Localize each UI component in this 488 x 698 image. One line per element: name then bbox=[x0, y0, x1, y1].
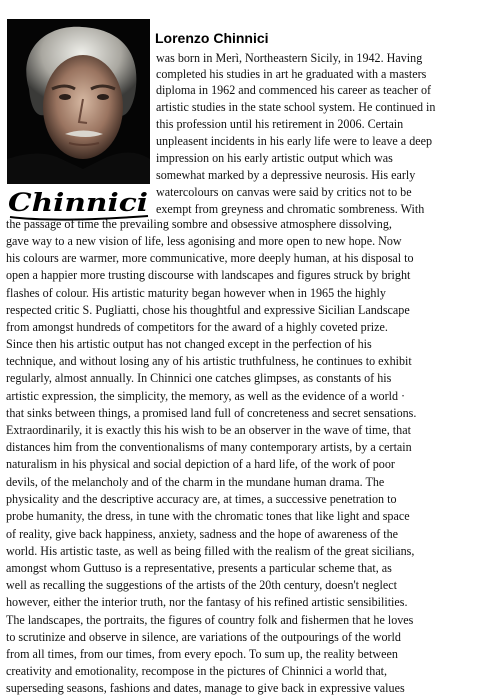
portrait-photo bbox=[7, 19, 150, 184]
biography-line: unpleasent incidents in his early life were to leave a deep bbox=[156, 134, 433, 148]
biography-line: regularly, almost annually. In Chinnici one catches glimpses, as constants of his bbox=[6, 371, 392, 385]
biography-line: flashes of colour. His artistic maturity began however when in 1965 the highly bbox=[6, 286, 386, 300]
biography-line: Since then his artistic output has not changed except in the perfection of his bbox=[6, 337, 372, 351]
biography-line: naturalism in his physical and social depiction of a hard life, of the work of poor bbox=[6, 457, 395, 471]
biography-line: well as recalling the suggestions of the artists of the 20th century, doesn't neglect bbox=[6, 578, 397, 592]
biography-line: the passage of time the prevailing sombre and obsessive atmosphere dissolving, bbox=[6, 217, 392, 231]
biography-line: respected critic S. Pugliatti, chose his thoughtful and expressive Sicilian Landscape bbox=[6, 303, 410, 317]
biography-line: world. His artistic taste, as well as being filled with the realism of the great sicilians, bbox=[6, 544, 415, 558]
biography-line: distances him from the conventionalisms of many contemporary artists, by a certain bbox=[6, 440, 412, 454]
biography-line: diploma in 1962 and commenced his career as teacher of bbox=[156, 83, 432, 97]
biography-line: superseding seasons, fashions and dates, manage to give back in expressive values bbox=[6, 681, 405, 695]
biography-line: gave way to a new vision of life, less agonising and more open to new hope. Now bbox=[6, 234, 402, 248]
biography-line: technique, and without losing any of his artistic truthfulness, he continues to exhibit bbox=[6, 354, 412, 368]
biography-line: Extraordinarily, it is exactly this his wish to be an observer in the wave of time, that bbox=[6, 423, 411, 437]
biography-line: impression on his early artistic output which was bbox=[156, 151, 393, 165]
biography-line: his colours are warmer, more communicative, more deeply human, at his disposal to bbox=[6, 251, 414, 265]
biography-line: to scrutinize and observe in silence, are variations of the outpourings of the world bbox=[6, 630, 401, 644]
author-name: Lorenzo Chinnici bbox=[155, 30, 269, 46]
biography-line: artistic expression, the simplicity, the memory, as well as the evidence of a world · bbox=[6, 389, 406, 403]
biography-line: this profession until his retirement in 2006. Certain bbox=[156, 117, 404, 131]
biography-line: amongst whom Guttuso is a representative, presents a particular scheme that, as bbox=[6, 561, 392, 575]
biography-line: physicality and the descriptive accuracy are, at times, a successive penetration to bbox=[6, 492, 397, 506]
biography-line: exempt from greyness and chromatic sombreness. With bbox=[156, 202, 425, 216]
biography-line: of reality, give back happiness, anxiety, sadness and the hope of awareness of the bbox=[6, 527, 399, 541]
portrait-photo-icon bbox=[7, 19, 150, 184]
biography-line: watercolours on canvas were said by critics not to be bbox=[156, 185, 412, 199]
biography-line: creativity and emotionality, recompose in the pictures of Chinnici a world that, bbox=[6, 664, 388, 678]
biography-line: devils, of the melancholy and of the charm in the mundane human drama. The bbox=[6, 475, 385, 489]
biography-line: artistic studies in the state school system. He continued in bbox=[156, 100, 436, 114]
biography-line: was born in Merì, Northeastern Sicily, in 1942. Having bbox=[156, 51, 423, 65]
biography-line: from all times, from our times, from every epoch. To sum up, the reality between bbox=[6, 647, 398, 661]
svg-text:Chinnici: Chinnici bbox=[8, 188, 148, 217]
biography-line: somewhat marked by a depressive neurosis. His early bbox=[156, 168, 416, 182]
biography-line: that sinks between things, a promised land full of concreteness and secret sensations. bbox=[6, 406, 417, 420]
biography-line: The landscapes, the portraits, the figures of country folk and fishermen that he loves bbox=[6, 613, 414, 627]
biography-line: however, either the interior truth, nor the fantasy of his refined artistic sensibilities. bbox=[6, 595, 408, 609]
biography-line: probe humanity, the dress, in tune with the chromatic tones that like light and space bbox=[6, 509, 410, 523]
biography-line: from amongst hundreds of competitors for the award of a highly coveted prize. bbox=[6, 320, 388, 334]
biography-line: completed his studies in art he graduated with a masters bbox=[156, 67, 427, 81]
biography-line: open a happier more trusting discourse with landscapes and figures struck by bright bbox=[6, 268, 411, 282]
